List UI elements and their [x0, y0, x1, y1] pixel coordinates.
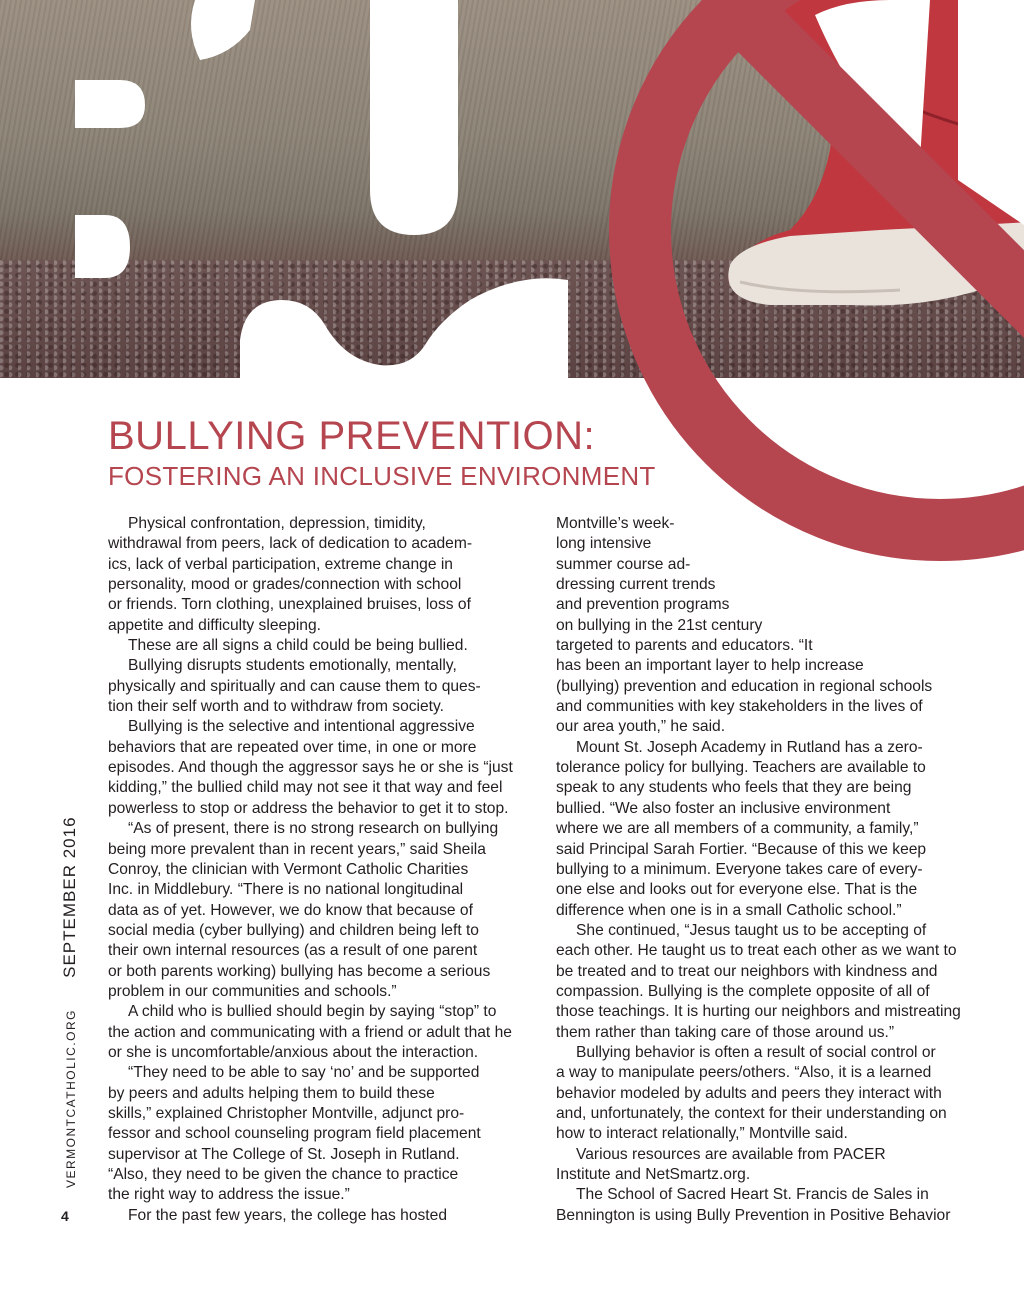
- article-line: “Also, they need to be given the chance to practice: [108, 1166, 459, 1183]
- article-line: Bullying behavior is often a result of social control or: [576, 1043, 936, 1061]
- article-line: Montville’s week-: [556, 515, 675, 532]
- article-line: and prevention programs: [556, 596, 730, 614]
- article-line: Bennington is using Bully Prevention in Positive Behavior: [556, 1206, 951, 1224]
- article-line: the action and communicating with a friend or adult that he: [108, 1023, 512, 1041]
- article-line: has been an important layer to help increase: [556, 657, 864, 675]
- article-line: our area youth,” he said.: [556, 718, 726, 736]
- article-line: a way to manipulate peers/others. “Also, it is a learned: [556, 1064, 932, 1082]
- article-line: targeted to parents and educators. “It: [556, 637, 813, 655]
- article-line: kidding,” the bullied child may not see it that way and feel: [108, 779, 503, 797]
- article-line: those teachings. It is hurting our neighbors and mistreating: [556, 1003, 961, 1021]
- article-line: or both parents working) bullying has become a serious: [108, 962, 491, 980]
- article-line: personality, mood or grades/connection with school: [108, 576, 462, 594]
- article-line: bullied. “We also foster an inclusive environment: [556, 799, 891, 817]
- article-line: problem in our communities and schools.”: [108, 982, 397, 1000]
- article-line: difference when one is in a small Catholic school.”: [556, 901, 902, 919]
- article-line: speak to any students who feels that they are being: [556, 779, 912, 797]
- article-line: episodes. And though the aggressor says he or she is “just: [108, 759, 513, 777]
- article-line: Conroy, the clinician with Vermont Catholic Charities: [108, 860, 469, 878]
- article-line: skills,” explained Christopher Montville, adjunct pro-: [108, 1104, 465, 1122]
- article-line: supervisor at The College of St. Joseph in Rutland.: [108, 1145, 460, 1163]
- article-line: social media (cyber bullying) and children being left to: [108, 921, 479, 939]
- article-line: by peers and adults helping them to build these: [108, 1084, 435, 1102]
- article-line: where we are all members of a community, a family,”: [556, 820, 919, 838]
- article-line: tion their self worth and to withdraw from society.: [108, 698, 444, 716]
- article-line: Various resources are available from PACER: [576, 1145, 886, 1163]
- article-line: and communities with key stakeholders in the lives of: [556, 698, 923, 716]
- article-line: The School of Sacred Heart St. Francis de Sales in: [576, 1186, 929, 1204]
- article-line: Physical confrontation, depression, timidity,: [128, 515, 426, 532]
- article-line: appetite and difficulty sleeping.: [108, 616, 321, 634]
- article-line: how to interact relationally,” Montville said.: [556, 1125, 848, 1143]
- article-line: long intensive: [556, 535, 652, 553]
- article-line: physically and spiritually and can cause them to ques-: [108, 677, 481, 695]
- article-column-right: [556, 514, 966, 1226]
- article-line: the right way to address the issue.”: [108, 1186, 350, 1204]
- article-line: behavior modeled by adults and peers they interact with: [556, 1084, 942, 1102]
- article-line: For the past few years, the college has hosted: [128, 1206, 447, 1224]
- article-line: or friends. Torn clothing, unexplained bruises, loss of: [108, 596, 471, 614]
- running-footer: [60, 816, 80, 1188]
- article-line: tolerance policy for bullying. Teachers are available to: [556, 759, 926, 777]
- headline: BULLYING PREVENTION:: [108, 414, 596, 458]
- article-line: “They need to be able to say ‘no’ and be supported: [128, 1064, 480, 1082]
- article-line: summer course ad-: [556, 555, 691, 573]
- article-line: them rather than taking care of those around us.”: [556, 1023, 895, 1041]
- article-line: on bullying in the 21st century: [556, 616, 763, 634]
- article-line: She continued, “Jesus taught us to be accepting of: [576, 921, 927, 939]
- article-line: data as of yet. However, we do know that because of: [108, 901, 473, 919]
- article-line: Bullying disrupts students emotionally, mentally,: [128, 657, 457, 675]
- article-line: (bullying) prevention and education in regional schools: [556, 677, 933, 695]
- article-line: powerless to stop or address the behavior to get it to stop.: [108, 799, 509, 817]
- article-line: and, unfortunately, the context for their understanding on: [556, 1104, 947, 1122]
- article-line: compassion. Bullying is the complete opposite of all of: [556, 982, 930, 1000]
- article-line: or she is uncomfortable/anxious about the interaction.: [108, 1043, 479, 1061]
- article-line: Institute and NetSmartz.org.: [556, 1166, 751, 1183]
- article-line: their own internal resources (as a result of one parent: [108, 942, 478, 960]
- article-line: Mount St. Joseph Academy in Rutland has a zero-: [576, 738, 923, 756]
- article-line: A child who is bullied should begin by saying “stop” to: [128, 1003, 497, 1021]
- article-line: bullying to a minimum. Everyone takes care of every-: [556, 860, 923, 878]
- article-line: Inc. in Middlebury. “There is no national longitudinal: [108, 881, 464, 899]
- site-url: VERMONTCATHOLIC.ORG: [64, 1009, 78, 1188]
- article-line: being more prevalent than in recent years,” said Sheila: [108, 840, 486, 858]
- article-line: withdrawal from peers, lack of dedication to academ-: [108, 535, 473, 553]
- article-line: said Principal Sarah Fortier. “Because of this we keep: [556, 840, 927, 858]
- subheadline: FOSTERING AN INCLUSIVE ENVIRONMENT: [108, 461, 656, 491]
- article-line: be treated and to treat our neighbors with kindness and: [556, 962, 938, 980]
- page-number: 4: [61, 1208, 69, 1224]
- article-line: behaviors that are repeated over time, in one or more: [108, 738, 477, 756]
- article-line: one else and looks out for everyone else. That is the: [556, 881, 918, 899]
- article-line: each other. He taught us to treat each other as we want to: [556, 942, 957, 960]
- article-column-left: [108, 514, 528, 1226]
- article-line: dressing current trends: [556, 576, 716, 594]
- article-line: ics, lack of verbal participation, extreme change in: [108, 555, 453, 573]
- issue-date: SEPTEMBER 2016: [60, 816, 79, 978]
- article-line: fessor and school counseling program field placement: [108, 1125, 481, 1143]
- article-line: Bullying is the selective and intentional aggressive: [128, 718, 475, 736]
- article-line: “As of present, there is no strong research on bullying: [128, 820, 499, 838]
- article-line: These are all signs a child could be being bullied.: [128, 637, 468, 655]
